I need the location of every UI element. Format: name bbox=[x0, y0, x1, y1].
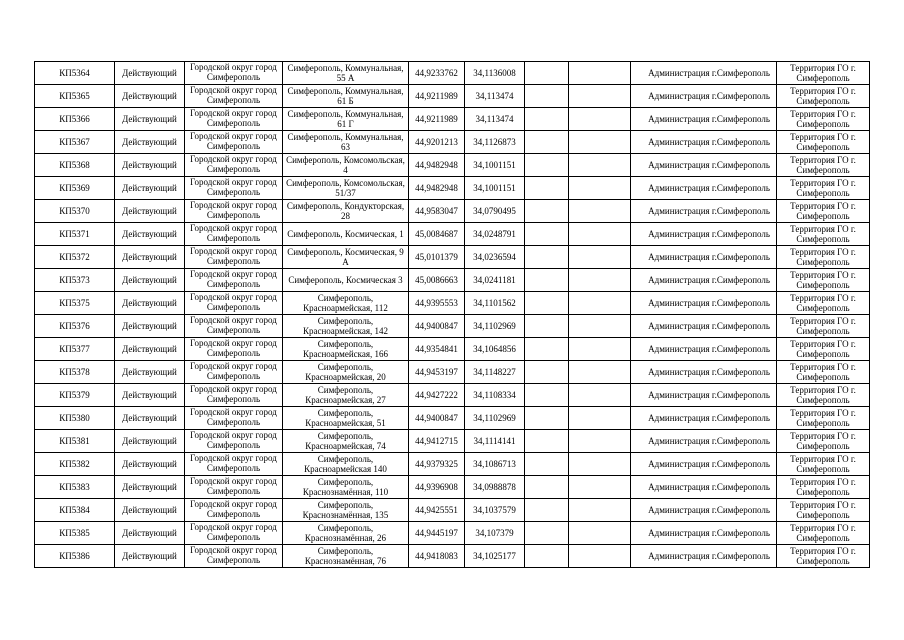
table-row bbox=[35, 499, 870, 522]
site-id-cell: КП5381 bbox=[35, 430, 115, 453]
owner-cell: Администрация г.Симферополь bbox=[631, 499, 777, 522]
owner-cell: Администрация г.Симферополь bbox=[631, 85, 777, 108]
municipality-cell: Городской округ город Симферополь bbox=[185, 499, 283, 522]
status-cell: Действующий bbox=[115, 315, 185, 338]
empty-cell bbox=[569, 522, 631, 545]
latitude-cell: 44,9400847 bbox=[409, 315, 465, 338]
address-cell: Симферополь, Красноармейская, 51 bbox=[283, 407, 409, 430]
empty-cell bbox=[569, 62, 631, 85]
longitude-cell: 34,1126873 bbox=[465, 131, 525, 154]
municipality-cell: Городской округ город Симферополь bbox=[185, 361, 283, 384]
territory-cell: Территория ГО г. Симферополь bbox=[777, 177, 870, 200]
territory-cell: Территория ГО г. Симферополь bbox=[777, 154, 870, 177]
empty-cell bbox=[525, 430, 569, 453]
table-row bbox=[35, 62, 870, 85]
territory-cell: Территория ГО г. Симферополь bbox=[777, 407, 870, 430]
longitude-cell: 34,1102969 bbox=[465, 407, 525, 430]
table-row bbox=[35, 315, 870, 338]
address-cell: Симферополь, Красноармейская, 20 bbox=[283, 361, 409, 384]
municipality-cell: Городской округ город Симферополь bbox=[185, 154, 283, 177]
latitude-cell: 44,9482948 bbox=[409, 154, 465, 177]
longitude-cell: 34,0988878 bbox=[465, 476, 525, 499]
site-id-cell: КП5366 bbox=[35, 108, 115, 131]
latitude-cell: 44,9396908 bbox=[409, 476, 465, 499]
status-cell: Действующий bbox=[115, 453, 185, 476]
municipality-cell: Городской округ город Симферополь bbox=[185, 476, 283, 499]
territory-cell: Территория ГО г. Симферополь bbox=[777, 476, 870, 499]
owner-cell: Администрация г.Симферополь bbox=[631, 108, 777, 131]
longitude-cell: 34,0241181 bbox=[465, 269, 525, 292]
longitude-cell: 34,1086713 bbox=[465, 453, 525, 476]
empty-cell bbox=[525, 131, 569, 154]
address-cell: Симферополь, Космическая, 9 А bbox=[283, 246, 409, 269]
address-cell: Симферополь, Коммунальная, 61 Б bbox=[283, 85, 409, 108]
municipality-cell: Городской округ город Симферополь bbox=[185, 223, 283, 246]
empty-cell bbox=[569, 246, 631, 269]
address-cell: Симферополь, Краснознамённая, 110 bbox=[283, 476, 409, 499]
status-cell: Действующий bbox=[115, 407, 185, 430]
address-cell: Симферополь, Коммунальная, 61 Г bbox=[283, 108, 409, 131]
owner-cell: Администрация г.Симферополь bbox=[631, 315, 777, 338]
table-row bbox=[35, 177, 870, 200]
status-cell: Действующий bbox=[115, 361, 185, 384]
registry-table bbox=[34, 61, 870, 568]
empty-cell bbox=[569, 384, 631, 407]
latitude-cell: 44,9427222 bbox=[409, 384, 465, 407]
empty-cell bbox=[569, 154, 631, 177]
municipality-cell: Городской округ город Симферополь bbox=[185, 453, 283, 476]
table-row bbox=[35, 131, 870, 154]
municipality-cell: Городской округ город Симферополь bbox=[185, 200, 283, 223]
territory-cell: Территория ГО г. Симферополь bbox=[777, 85, 870, 108]
empty-cell bbox=[525, 200, 569, 223]
longitude-cell: 34,1064856 bbox=[465, 338, 525, 361]
empty-cell bbox=[569, 407, 631, 430]
status-cell: Действующий bbox=[115, 292, 185, 315]
empty-cell bbox=[525, 269, 569, 292]
latitude-cell: 44,9201213 bbox=[409, 131, 465, 154]
address-cell: Симферополь, Красноармейская, 142 bbox=[283, 315, 409, 338]
status-cell: Действующий bbox=[115, 108, 185, 131]
address-cell: Симферополь, Красноармейская 140 bbox=[283, 453, 409, 476]
longitude-cell: 34,1037579 bbox=[465, 499, 525, 522]
longitude-cell: 34,0248791 bbox=[465, 223, 525, 246]
owner-cell: Администрация г.Симферополь bbox=[631, 62, 777, 85]
territory-cell: Территория ГО г. Симферополь bbox=[777, 499, 870, 522]
empty-cell bbox=[569, 177, 631, 200]
empty-cell bbox=[569, 453, 631, 476]
site-id-cell: КП5368 bbox=[35, 154, 115, 177]
owner-cell: Администрация г.Симферополь bbox=[631, 223, 777, 246]
owner-cell: Администрация г.Симферополь bbox=[631, 430, 777, 453]
address-cell: Симферополь, Коммунальная, 63 bbox=[283, 131, 409, 154]
empty-cell bbox=[569, 85, 631, 108]
status-cell: Действующий bbox=[115, 476, 185, 499]
registry-table-body bbox=[35, 62, 870, 568]
owner-cell: Администрация г.Симферополь bbox=[631, 269, 777, 292]
empty-cell bbox=[569, 476, 631, 499]
address-cell: Симферополь, Красноармейская, 74 bbox=[283, 430, 409, 453]
latitude-cell: 45,0086663 bbox=[409, 269, 465, 292]
owner-cell: Администрация г.Симферополь bbox=[631, 292, 777, 315]
site-id-cell: КП5383 bbox=[35, 476, 115, 499]
longitude-cell: 34,1001151 bbox=[465, 154, 525, 177]
longitude-cell: 34,1101562 bbox=[465, 292, 525, 315]
table-row bbox=[35, 292, 870, 315]
latitude-cell: 44,9233762 bbox=[409, 62, 465, 85]
site-id-cell: КП5371 bbox=[35, 223, 115, 246]
address-cell: Симферополь, Кондукторская, 28 bbox=[283, 200, 409, 223]
table-row bbox=[35, 430, 870, 453]
municipality-cell: Городской округ город Симферополь bbox=[185, 246, 283, 269]
table-row bbox=[35, 361, 870, 384]
longitude-cell: 34,0790495 bbox=[465, 200, 525, 223]
latitude-cell: 44,9583047 bbox=[409, 200, 465, 223]
site-id-cell: КП5369 bbox=[35, 177, 115, 200]
territory-cell: Территория ГО г. Симферополь bbox=[777, 430, 870, 453]
table-row bbox=[35, 338, 870, 361]
owner-cell: Администрация г.Симферополь bbox=[631, 200, 777, 223]
owner-cell: Администрация г.Симферополь bbox=[631, 522, 777, 545]
status-cell: Действующий bbox=[115, 223, 185, 246]
address-cell: Симферополь, Красноармейская, 27 bbox=[283, 384, 409, 407]
empty-cell bbox=[569, 131, 631, 154]
empty-cell bbox=[525, 246, 569, 269]
empty-cell bbox=[525, 545, 569, 568]
address-cell: Симферополь, Краснознамённая, 26 bbox=[283, 522, 409, 545]
empty-cell bbox=[569, 361, 631, 384]
site-id-cell: КП5384 bbox=[35, 499, 115, 522]
table-row bbox=[35, 108, 870, 131]
table-row bbox=[35, 407, 870, 430]
latitude-cell: 45,0101379 bbox=[409, 246, 465, 269]
longitude-cell: 34,107379 bbox=[465, 522, 525, 545]
address-cell: Симферополь, Космическая, 1 bbox=[283, 223, 409, 246]
territory-cell: Территория ГО г. Симферополь bbox=[777, 361, 870, 384]
empty-cell bbox=[569, 545, 631, 568]
longitude-cell: 34,113474 bbox=[465, 85, 525, 108]
territory-cell: Территория ГО г. Симферополь bbox=[777, 315, 870, 338]
empty-cell bbox=[525, 292, 569, 315]
municipality-cell: Городской округ город Симферополь bbox=[185, 407, 283, 430]
longitude-cell: 34,1102969 bbox=[465, 315, 525, 338]
status-cell: Действующий bbox=[115, 384, 185, 407]
municipality-cell: Городской округ город Симферополь bbox=[185, 108, 283, 131]
empty-cell bbox=[525, 476, 569, 499]
territory-cell: Территория ГО г. Симферополь bbox=[777, 246, 870, 269]
table-row bbox=[35, 522, 870, 545]
latitude-cell: 44,9453197 bbox=[409, 361, 465, 384]
empty-cell bbox=[525, 85, 569, 108]
municipality-cell: Городской округ город Симферополь bbox=[185, 545, 283, 568]
longitude-cell: 34,0236594 bbox=[465, 246, 525, 269]
latitude-cell: 44,9445197 bbox=[409, 522, 465, 545]
territory-cell: Территория ГО г. Симферополь bbox=[777, 384, 870, 407]
owner-cell: Администрация г.Симферополь bbox=[631, 453, 777, 476]
empty-cell bbox=[525, 453, 569, 476]
owner-cell: Администрация г.Симферополь bbox=[631, 246, 777, 269]
table-row bbox=[35, 384, 870, 407]
empty-cell bbox=[525, 108, 569, 131]
empty-cell bbox=[525, 338, 569, 361]
empty-cell bbox=[525, 154, 569, 177]
address-cell: Симферополь, Красноармейская, 166 bbox=[283, 338, 409, 361]
territory-cell: Территория ГО г. Симферополь bbox=[777, 62, 870, 85]
status-cell: Действующий bbox=[115, 522, 185, 545]
empty-cell bbox=[525, 384, 569, 407]
territory-cell: Территория ГО г. Симферополь bbox=[777, 200, 870, 223]
table-row bbox=[35, 269, 870, 292]
status-cell: Действующий bbox=[115, 85, 185, 108]
site-id-cell: КП5372 bbox=[35, 246, 115, 269]
latitude-cell: 44,9482948 bbox=[409, 177, 465, 200]
municipality-cell: Городской округ город Симферополь bbox=[185, 430, 283, 453]
status-cell: Действующий bbox=[115, 154, 185, 177]
site-id-cell: КП5386 bbox=[35, 545, 115, 568]
empty-cell bbox=[525, 315, 569, 338]
municipality-cell: Городской округ город Симферополь bbox=[185, 269, 283, 292]
municipality-cell: Городской округ город Симферополь bbox=[185, 292, 283, 315]
municipality-cell: Городской округ город Симферополь bbox=[185, 315, 283, 338]
status-cell: Действующий bbox=[115, 200, 185, 223]
longitude-cell: 34,1148227 bbox=[465, 361, 525, 384]
site-id-cell: КП5373 bbox=[35, 269, 115, 292]
status-cell: Действующий bbox=[115, 246, 185, 269]
owner-cell: Администрация г.Симферополь bbox=[631, 361, 777, 384]
latitude-cell: 44,9418083 bbox=[409, 545, 465, 568]
empty-cell bbox=[569, 223, 631, 246]
empty-cell bbox=[525, 361, 569, 384]
territory-cell: Территория ГО г. Симферополь bbox=[777, 453, 870, 476]
status-cell: Действующий bbox=[115, 430, 185, 453]
empty-cell bbox=[569, 292, 631, 315]
site-id-cell: КП5382 bbox=[35, 453, 115, 476]
site-id-cell: КП5385 bbox=[35, 522, 115, 545]
territory-cell: Территория ГО г. Симферополь bbox=[777, 522, 870, 545]
empty-cell bbox=[569, 338, 631, 361]
status-cell: Действующий bbox=[115, 269, 185, 292]
table-row bbox=[35, 545, 870, 568]
empty-cell bbox=[525, 62, 569, 85]
table-row bbox=[35, 200, 870, 223]
site-id-cell: КП5367 bbox=[35, 131, 115, 154]
territory-cell: Территория ГО г. Симферополь bbox=[777, 545, 870, 568]
status-cell: Действующий bbox=[115, 499, 185, 522]
latitude-cell: 44,9425551 bbox=[409, 499, 465, 522]
municipality-cell: Городской округ город Симферополь bbox=[185, 85, 283, 108]
site-id-cell: КП5364 bbox=[35, 62, 115, 85]
site-id-cell: КП5379 bbox=[35, 384, 115, 407]
latitude-cell: 44,9354841 bbox=[409, 338, 465, 361]
address-cell: Симферополь, Комсомольская, 51/37 bbox=[283, 177, 409, 200]
owner-cell: Администрация г.Симферополь bbox=[631, 177, 777, 200]
empty-cell bbox=[525, 223, 569, 246]
territory-cell: Территория ГО г. Симферополь bbox=[777, 292, 870, 315]
address-cell: Симферополь, Коммунальная, 55 А bbox=[283, 62, 409, 85]
owner-cell: Администрация г.Симферополь bbox=[631, 476, 777, 499]
empty-cell bbox=[525, 407, 569, 430]
longitude-cell: 34,113474 bbox=[465, 108, 525, 131]
latitude-cell: 44,9400847 bbox=[409, 407, 465, 430]
site-id-cell: КП5375 bbox=[35, 292, 115, 315]
latitude-cell: 44,9379325 bbox=[409, 453, 465, 476]
address-cell: Симферополь, Краснознамённая, 135 bbox=[283, 499, 409, 522]
longitude-cell: 34,1136008 bbox=[465, 62, 525, 85]
site-id-cell: КП5365 bbox=[35, 85, 115, 108]
address-cell: Симферополь, Комсомольская, 4 bbox=[283, 154, 409, 177]
address-cell: Симферополь, Краснознамённая, 76 bbox=[283, 545, 409, 568]
municipality-cell: Городской округ город Симферополь bbox=[185, 338, 283, 361]
address-cell: Симферополь, Красноармейская, 112 bbox=[283, 292, 409, 315]
site-id-cell: КП5377 bbox=[35, 338, 115, 361]
empty-cell bbox=[525, 499, 569, 522]
table-row bbox=[35, 246, 870, 269]
site-id-cell: КП5376 bbox=[35, 315, 115, 338]
municipality-cell: Городской округ город Симферополь bbox=[185, 177, 283, 200]
empty-cell bbox=[569, 269, 631, 292]
latitude-cell: 45,0084687 bbox=[409, 223, 465, 246]
empty-cell bbox=[525, 177, 569, 200]
empty-cell bbox=[569, 430, 631, 453]
table-row bbox=[35, 453, 870, 476]
territory-cell: Территория ГО г. Симферополь bbox=[777, 269, 870, 292]
longitude-cell: 34,1114141 bbox=[465, 430, 525, 453]
site-id-cell: КП5370 bbox=[35, 200, 115, 223]
empty-cell bbox=[569, 315, 631, 338]
owner-cell: Администрация г.Симферополь bbox=[631, 338, 777, 361]
owner-cell: Администрация г.Симферополь bbox=[631, 154, 777, 177]
territory-cell: Территория ГО г. Симферополь bbox=[777, 131, 870, 154]
status-cell: Действующий bbox=[115, 545, 185, 568]
municipality-cell: Городской округ город Симферополь bbox=[185, 62, 283, 85]
owner-cell: Администрация г.Симферополь bbox=[631, 545, 777, 568]
table-row bbox=[35, 154, 870, 177]
table-row bbox=[35, 223, 870, 246]
longitude-cell: 34,1001151 bbox=[465, 177, 525, 200]
territory-cell: Территория ГО г. Симферополь bbox=[777, 223, 870, 246]
municipality-cell: Городской округ город Симферополь bbox=[185, 131, 283, 154]
latitude-cell: 44,9412715 bbox=[409, 430, 465, 453]
owner-cell: Администрация г.Симферополь bbox=[631, 131, 777, 154]
longitude-cell: 34,1108334 bbox=[465, 384, 525, 407]
status-cell: Действующий bbox=[115, 177, 185, 200]
status-cell: Действующий bbox=[115, 131, 185, 154]
address-cell: Симферополь, Космическая 3 bbox=[283, 269, 409, 292]
territory-cell: Территория ГО г. Симферополь bbox=[777, 338, 870, 361]
municipality-cell: Городской округ город Симферополь bbox=[185, 522, 283, 545]
site-id-cell: КП5378 bbox=[35, 361, 115, 384]
status-cell: Действующий bbox=[115, 62, 185, 85]
empty-cell bbox=[569, 200, 631, 223]
site-id-cell: КП5380 bbox=[35, 407, 115, 430]
latitude-cell: 44,9211989 bbox=[409, 85, 465, 108]
territory-cell: Территория ГО г. Симферополь bbox=[777, 108, 870, 131]
empty-cell bbox=[569, 499, 631, 522]
owner-cell: Администрация г.Симферополь bbox=[631, 384, 777, 407]
empty-cell bbox=[525, 522, 569, 545]
longitude-cell: 34,1025177 bbox=[465, 545, 525, 568]
latitude-cell: 44,9211989 bbox=[409, 108, 465, 131]
municipality-cell: Городской округ город Симферополь bbox=[185, 384, 283, 407]
status-cell: Действующий bbox=[115, 338, 185, 361]
latitude-cell: 44,9395553 bbox=[409, 292, 465, 315]
owner-cell: Администрация г.Симферополь bbox=[631, 407, 777, 430]
empty-cell bbox=[569, 108, 631, 131]
table-row bbox=[35, 476, 870, 499]
table-row bbox=[35, 85, 870, 108]
